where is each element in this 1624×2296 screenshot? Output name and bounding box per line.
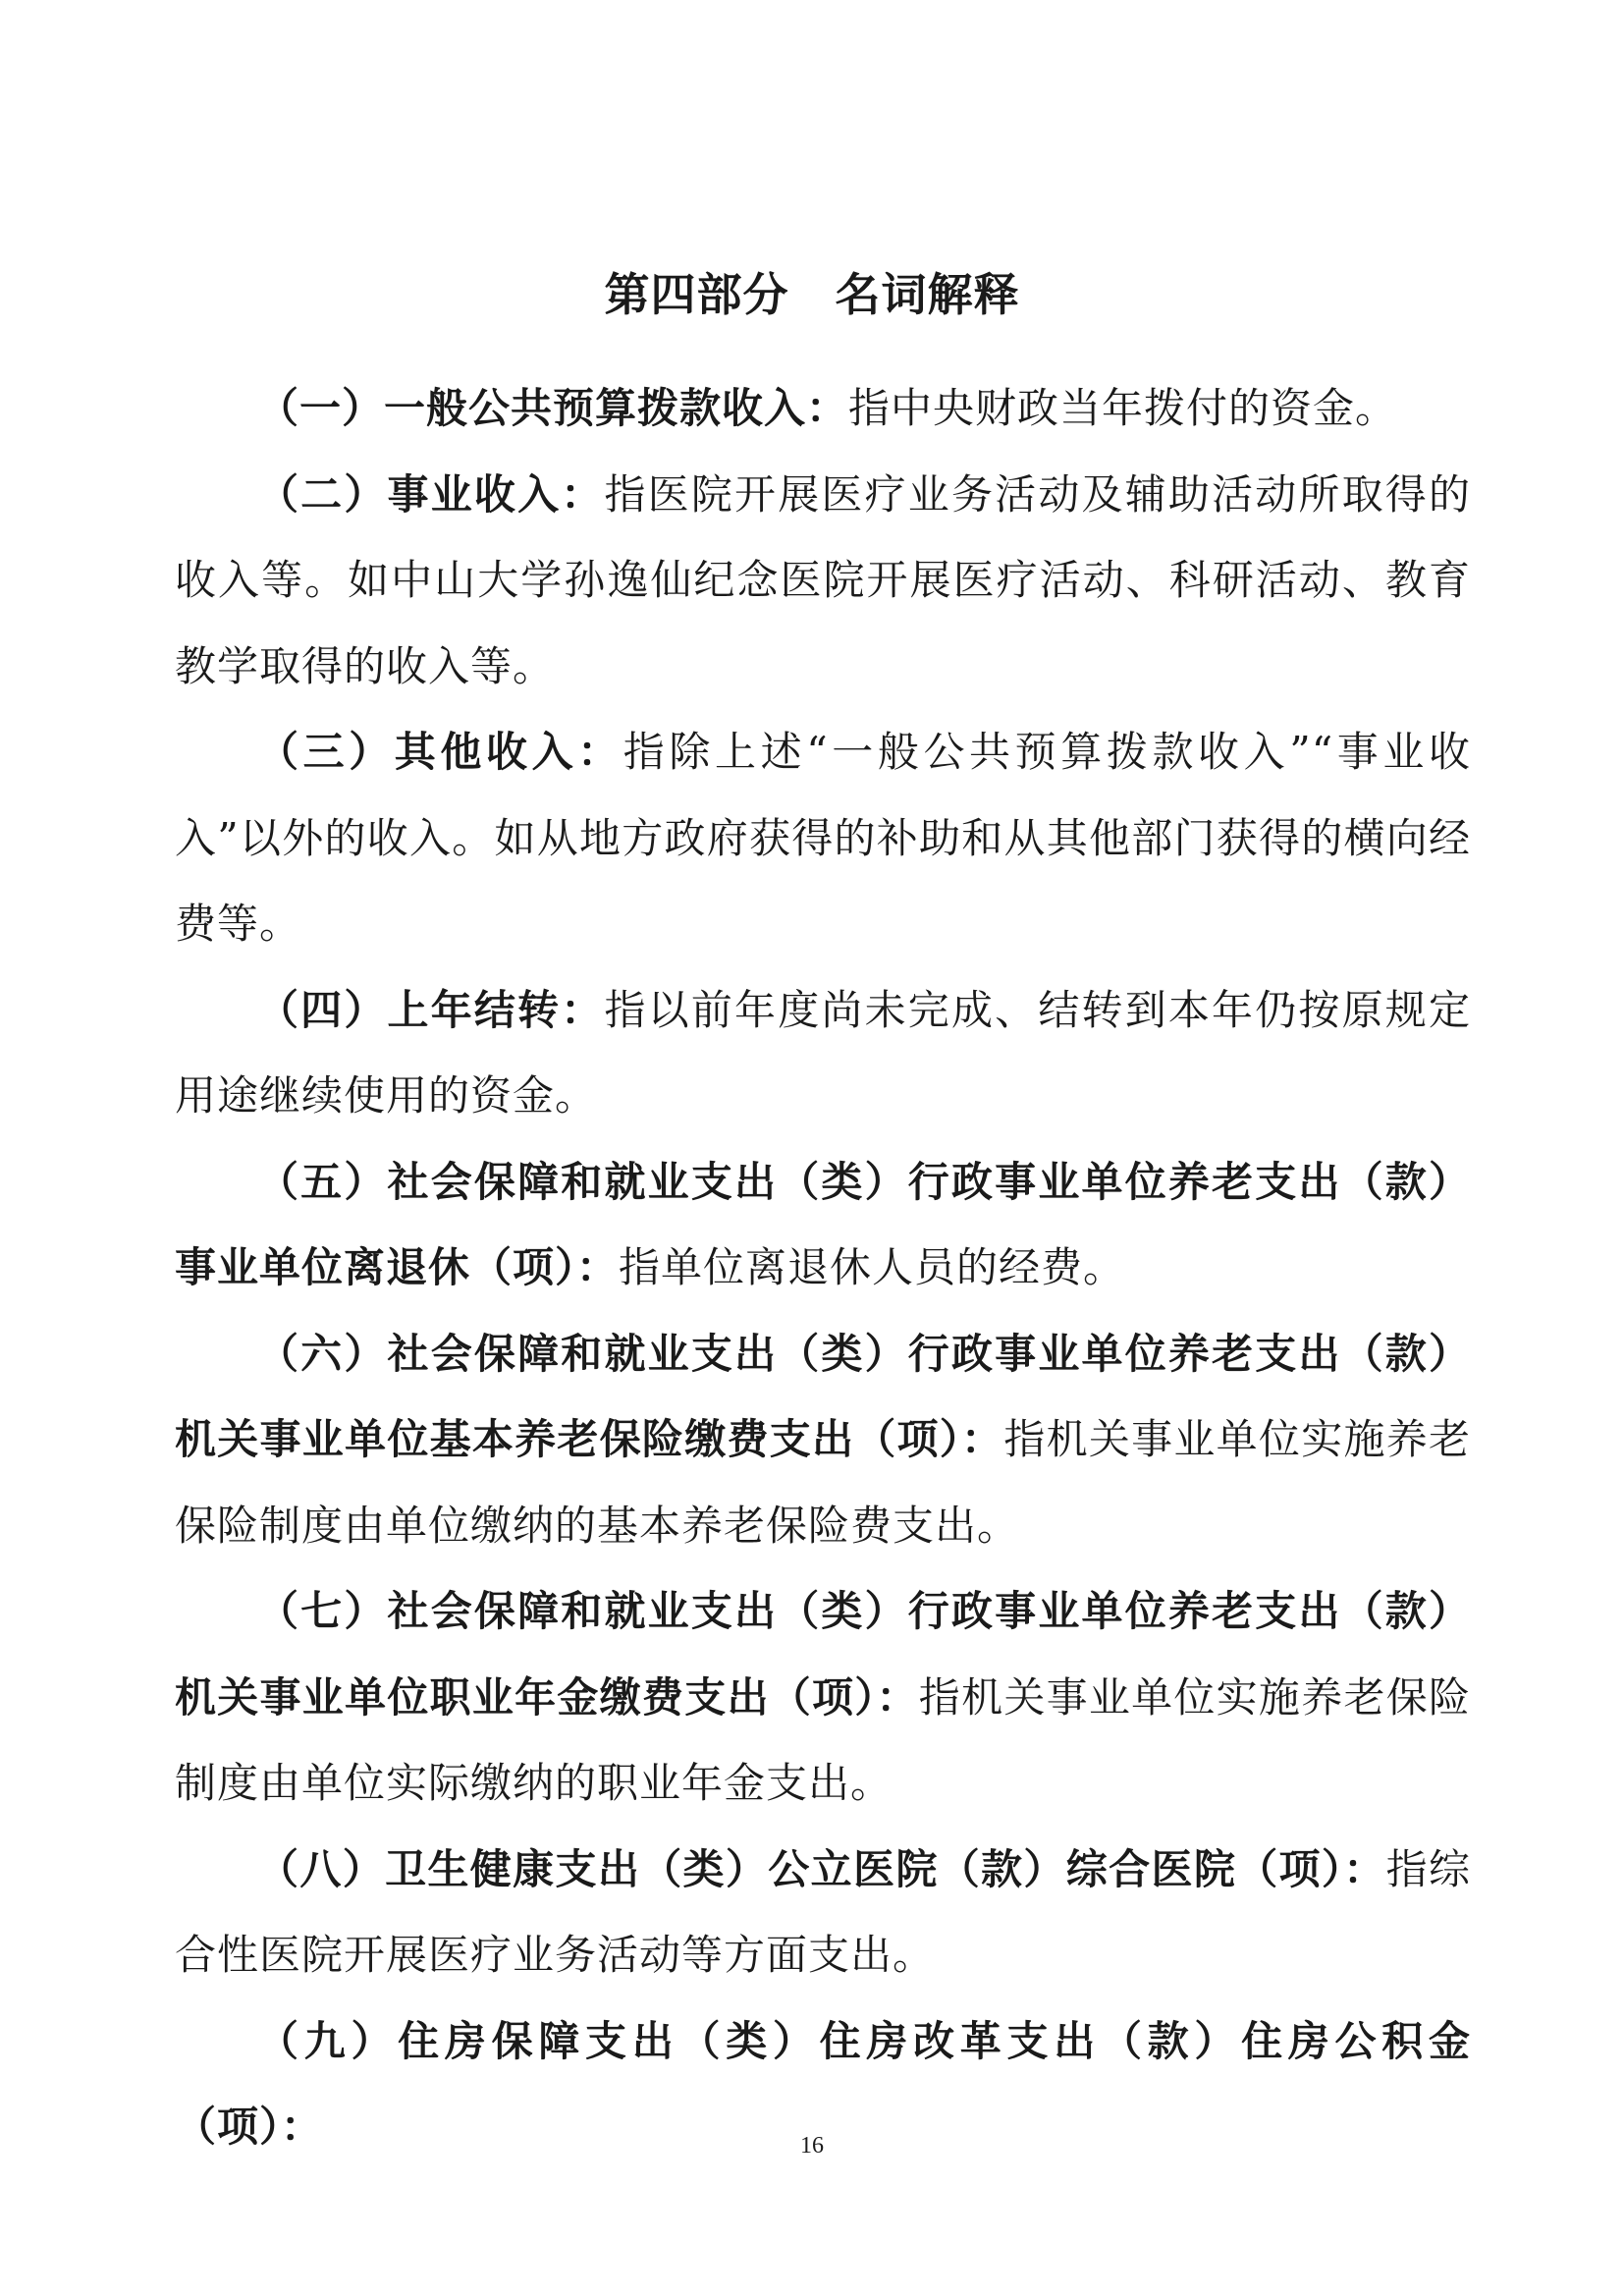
glossary-entry-8 <box>175 1827 1471 1998</box>
entry-3-term: （三）其他收入： <box>257 728 623 776</box>
glossary-body <box>175 365 1471 2170</box>
glossary-entry-5 <box>175 1139 1471 1311</box>
section-title: 第四部分 名词解释 <box>604 268 1020 321</box>
glossary-entry-2 <box>175 452 1471 710</box>
entry-8-definition: 指综合性医院开展医疗业务活动等方面支出。 <box>175 1844 1471 1979</box>
entry-4-term: （四）上年结转： <box>257 985 605 1034</box>
glossary-entry-6 <box>175 1311 1471 1569</box>
glossary-entry-3 <box>175 709 1471 967</box>
entry-6-definition: 指机关事业单位实施养老保险制度由单位缴纳的基本养老保险费支出。 <box>175 1415 1471 1550</box>
entry-4-definition: 指以前年度尚未完成、结转到本年仍按原规定用途继续使用的资金。 <box>175 985 1471 1120</box>
entry-7-term: （七）社会保障和就业支出（类）行政事业单位养老支出（款）机关事业单位职业年金缴费支出（项）： <box>175 1587 1471 1722</box>
glossary-entry-1 <box>175 365 1471 452</box>
entry-3-definition: 指除上述“一般公共预算拨款收入”“事业收入”以外的收入。如从地方政府获得的补助和从其他部门获得的横向经费等。 <box>175 728 1471 948</box>
entry-8-term: （八）卫生健康支出（类）公立医院（款）综合医院（项）： <box>257 1844 1386 1893</box>
page-number: 16 <box>800 2133 824 2159</box>
entry-2-definition: 指医院开展医疗业务活动及辅助活动所取得的收入等。如中山大学孙逸仙纪念医院开展医疗活动、科研活动、教育教学取得的收入等。 <box>175 469 1471 690</box>
entry-5-term: （五）社会保障和就业支出（类）行政事业单位养老支出（款）事业单位离退休（项）： <box>175 1157 1471 1291</box>
entry-1-definition: 指中央财政当年拨付的资金。 <box>848 384 1398 432</box>
entry-7-definition: 指机关事业单位实施养老保险制度由单位实际缴纳的职业年金支出。 <box>175 1672 1471 1807</box>
entry-5-definition: 指单位离退休人员的经费。 <box>619 1243 1126 1291</box>
entry-1-term: （一）一般公共预算拨款收入： <box>257 384 849 432</box>
entry-2-term: （二）事业收入： <box>257 469 605 519</box>
entry-9-term: （九）住房保障支出（类）住房改革支出（款）住房公积金（项）： <box>175 2016 1471 2151</box>
entry-6-term: （六）社会保障和就业支出（类）行政事业单位养老支出（款）机关事业单位基本养老保险缴费支出（项）： <box>175 1329 1471 1463</box>
glossary-entry-7 <box>175 1568 1471 1827</box>
glossary-entry-4 <box>175 967 1471 1139</box>
